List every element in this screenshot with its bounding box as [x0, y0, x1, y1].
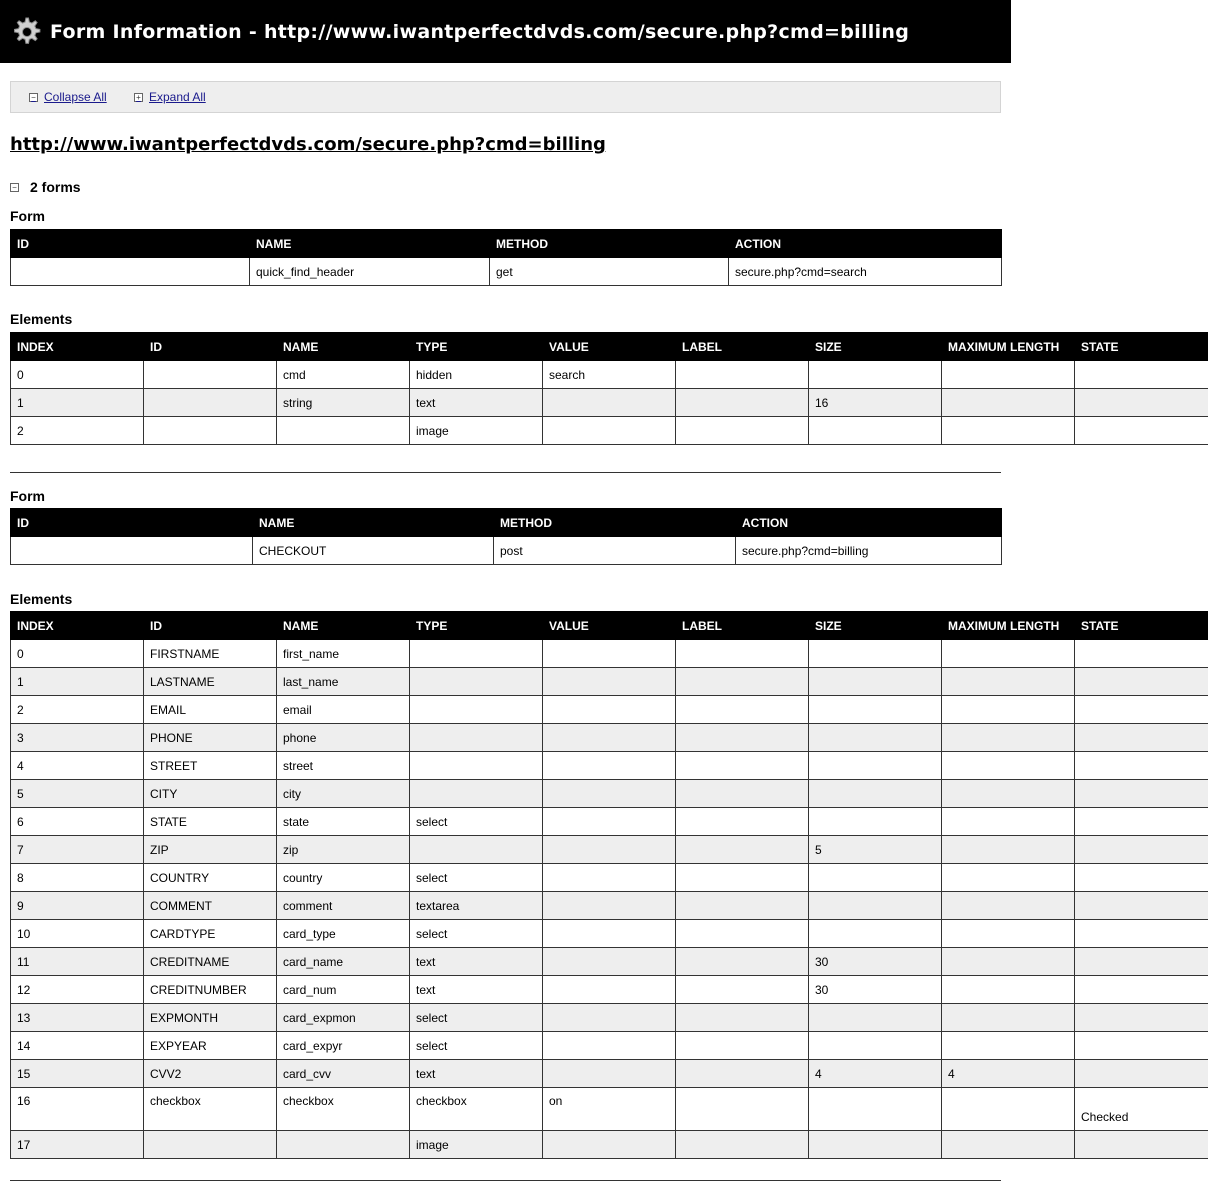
table-cell: post [494, 537, 736, 565]
table-cell [676, 1004, 809, 1032]
column-header: NAME [253, 509, 494, 537]
table-cell [1075, 696, 1208, 724]
table-row [11, 976, 1208, 1004]
toolbar [10, 81, 1001, 113]
table-cell [676, 864, 809, 892]
table-row [11, 892, 1208, 920]
table-cell [676, 808, 809, 836]
table-cell: checkbox [277, 1088, 410, 1131]
table-cell: 17 [11, 1131, 144, 1159]
table-cell: 16 [11, 1088, 144, 1131]
column-header: INDEX [11, 333, 144, 361]
table-cell [1075, 920, 1208, 948]
table-cell: EMAIL [144, 696, 277, 724]
table-row [11, 361, 1208, 389]
table-cell: last_name [277, 668, 410, 696]
column-header: METHOD [490, 230, 729, 258]
table-cell [144, 389, 277, 417]
table-cell [543, 948, 676, 976]
table-cell [543, 417, 676, 445]
table-cell [676, 1060, 809, 1088]
table-cell [1075, 808, 1208, 836]
table-cell [543, 724, 676, 752]
table-cell [543, 1131, 676, 1159]
table-cell: image [410, 1131, 543, 1159]
table-cell [1075, 668, 1208, 696]
table-cell [543, 892, 676, 920]
table-cell: image [410, 417, 543, 445]
table-cell [942, 808, 1075, 836]
table-cell [1075, 417, 1208, 445]
table-cell [144, 1131, 277, 1159]
table-cell: 10 [11, 920, 144, 948]
table-cell [543, 920, 676, 948]
table-cell [676, 1131, 809, 1159]
table-cell [942, 724, 1075, 752]
table-cell [942, 892, 1075, 920]
table-cell: text [410, 976, 543, 1004]
table-row [11, 808, 1208, 836]
column-header: VALUE [543, 333, 676, 361]
table-cell: 11 [11, 948, 144, 976]
table-cell: card_num [277, 976, 410, 1004]
table-cell [676, 920, 809, 948]
table-cell: 12 [11, 976, 144, 1004]
table-cell: on [543, 1088, 676, 1131]
table-cell: ZIP [144, 836, 277, 864]
table-cell [543, 1060, 676, 1088]
table-cell [1075, 892, 1208, 920]
table-cell: FIRSTNAME [144, 640, 277, 668]
forms-count-label: 2 forms [30, 179, 81, 195]
page-url-link[interactable]: http://www.iwantperfectdvds.com/secure.php?cmd=billing [10, 134, 606, 155]
table-row [11, 640, 1208, 668]
table-cell [676, 361, 809, 389]
table-cell [11, 537, 253, 565]
table-cell [543, 780, 676, 808]
table-cell [410, 752, 543, 780]
table-cell [676, 417, 809, 445]
table-row [11, 417, 1208, 445]
table-row [11, 836, 1208, 864]
table-row [11, 389, 1208, 417]
table-cell [942, 696, 1075, 724]
gear-icon [10, 16, 42, 48]
table-cell [942, 417, 1075, 445]
table-cell: get [490, 258, 729, 286]
table-cell: card_expmon [277, 1004, 410, 1032]
column-header: NAME [250, 230, 490, 258]
column-header: METHOD [494, 509, 736, 537]
table-cell: city [277, 780, 410, 808]
table-cell [809, 668, 942, 696]
table-cell [543, 864, 676, 892]
minus-box-icon: − [10, 183, 19, 192]
table-cell: CITY [144, 780, 277, 808]
table-cell: PHONE [144, 724, 277, 752]
table-cell: first_name [277, 640, 410, 668]
column-header: TYPE [410, 612, 543, 640]
table-cell [144, 361, 277, 389]
table-cell [942, 361, 1075, 389]
table-cell: card_name [277, 948, 410, 976]
table-cell [942, 1032, 1075, 1060]
table-cell: STREET [144, 752, 277, 780]
table-cell [809, 361, 942, 389]
table-cell: secure.php?cmd=billing [736, 537, 1002, 565]
table-cell [809, 864, 942, 892]
table-row [11, 1060, 1208, 1088]
table-cell [1075, 1004, 1208, 1032]
table-cell [942, 752, 1075, 780]
table-cell: checkbox [410, 1088, 543, 1131]
table-cell [543, 389, 676, 417]
table-cell [809, 696, 942, 724]
table-cell: 3 [11, 724, 144, 752]
table-cell [809, 417, 942, 445]
elements-heading: Elements [10, 591, 73, 607]
divider [10, 472, 1001, 473]
table-cell [410, 836, 543, 864]
table-cell: COUNTRY [144, 864, 277, 892]
table-cell [676, 836, 809, 864]
table-cell [676, 780, 809, 808]
column-header: VALUE [543, 612, 676, 640]
table-cell [809, 808, 942, 836]
table-cell: 1 [11, 668, 144, 696]
expand-all-link[interactable] [134, 90, 206, 104]
table-cell: CVV2 [144, 1060, 277, 1088]
table-cell: 30 [809, 948, 942, 976]
table-cell: 30 [809, 976, 942, 1004]
table-cell: search [543, 361, 676, 389]
column-header: ID [144, 612, 277, 640]
table-cell: street [277, 752, 410, 780]
table-row [11, 1131, 1208, 1159]
table-cell [676, 696, 809, 724]
table-row [11, 724, 1208, 752]
table-cell [676, 668, 809, 696]
table-cell [1075, 752, 1208, 780]
table-cell: 13 [11, 1004, 144, 1032]
column-header: ID [11, 230, 250, 258]
table-cell [942, 780, 1075, 808]
table-cell [942, 976, 1075, 1004]
table-cell: card_cvv [277, 1060, 410, 1088]
column-header: MAXIMUM LENGTH [942, 612, 1075, 640]
table-cell [277, 1131, 410, 1159]
table-cell: LASTNAME [144, 668, 277, 696]
table-row [11, 1032, 1208, 1060]
table-cell [1075, 864, 1208, 892]
table-cell [676, 724, 809, 752]
table-cell [410, 640, 543, 668]
table-cell [1075, 724, 1208, 752]
table-cell: string [277, 389, 410, 417]
column-header: INDEX [11, 612, 144, 640]
table-cell [809, 752, 942, 780]
table-cell [809, 1032, 942, 1060]
table-cell: CARDTYPE [144, 920, 277, 948]
table-cell [277, 417, 410, 445]
table-cell: CREDITNAME [144, 948, 277, 976]
table-cell: checkbox [144, 1088, 277, 1131]
elements-header [11, 612, 1208, 640]
table-cell [676, 389, 809, 417]
table-cell [809, 780, 942, 808]
table-cell: 6 [11, 808, 144, 836]
table-row [11, 948, 1208, 976]
table-cell: 5 [11, 780, 144, 808]
elements-header [11, 333, 1208, 361]
table-cell: 14 [11, 1032, 144, 1060]
table-cell [942, 640, 1075, 668]
table-cell: EXPMONTH [144, 1004, 277, 1032]
table-row [11, 752, 1208, 780]
table-cell: 2 [11, 417, 144, 445]
table-cell: EXPYEAR [144, 1032, 277, 1060]
table-cell [942, 836, 1075, 864]
table-cell [410, 724, 543, 752]
table-row [11, 920, 1208, 948]
column-header: STATE [1075, 333, 1208, 361]
table-cell [410, 696, 543, 724]
table-cell [1075, 976, 1208, 1004]
table-cell [1075, 1060, 1208, 1088]
form-info-row [11, 537, 1002, 565]
table-cell [676, 948, 809, 976]
table-row [11, 668, 1208, 696]
column-header: ACTION [736, 509, 1002, 537]
table-cell [410, 668, 543, 696]
expand-all-label: Expand All [149, 90, 206, 104]
table-cell: 16 [809, 389, 942, 417]
table-cell [676, 976, 809, 1004]
table-cell [144, 417, 277, 445]
table-cell: select [410, 864, 543, 892]
table-cell: email [277, 696, 410, 724]
table-cell: 1 [11, 389, 144, 417]
table-cell: 4 [11, 752, 144, 780]
column-header: TYPE [410, 333, 543, 361]
plus-box-icon: + [134, 93, 143, 102]
table-cell: select [410, 920, 543, 948]
table-row [11, 1004, 1208, 1032]
table-cell [1075, 389, 1208, 417]
table-cell [1075, 640, 1208, 668]
table-cell [543, 1032, 676, 1060]
table-cell [676, 640, 809, 668]
form-info-header [11, 230, 1002, 258]
table-cell [809, 640, 942, 668]
table-cell: 7 [11, 836, 144, 864]
elements-table [10, 332, 1208, 445]
table-cell: select [410, 808, 543, 836]
table-cell [1075, 1032, 1208, 1060]
table-cell: text [410, 1060, 543, 1088]
table-cell [809, 920, 942, 948]
table-cell [809, 1088, 942, 1131]
table-cell: CREDITNUMBER [144, 976, 277, 1004]
table-cell [543, 752, 676, 780]
table-cell [942, 948, 1075, 976]
table-cell [942, 389, 1075, 417]
column-header: SIZE [809, 612, 942, 640]
form-info-table [10, 229, 1002, 286]
table-cell [809, 724, 942, 752]
table-row [11, 864, 1208, 892]
table-cell [543, 668, 676, 696]
table-cell: card_expyr [277, 1032, 410, 1060]
table-cell [543, 976, 676, 1004]
column-header: NAME [277, 612, 410, 640]
table-cell [543, 808, 676, 836]
table-cell [942, 1088, 1075, 1131]
table-cell: cmd [277, 361, 410, 389]
divider [10, 1180, 1001, 1181]
window-title: Form Information - http://www.iwantperfectdvds.com/secure.php?cmd=billing [50, 20, 910, 43]
column-header: STATE [1075, 612, 1208, 640]
table-cell [942, 1131, 1075, 1159]
table-cell [942, 864, 1075, 892]
table-cell [809, 892, 942, 920]
table-cell: CHECKOUT [253, 537, 494, 565]
table-cell [543, 1004, 676, 1032]
table-cell: 5 [809, 836, 942, 864]
table-cell: zip [277, 836, 410, 864]
table-cell: 8 [11, 864, 144, 892]
table-cell [942, 920, 1075, 948]
table-cell: Checked [1075, 1088, 1208, 1131]
table-cell [809, 1004, 942, 1032]
collapse-all-label: Collapse All [44, 90, 107, 104]
table-cell: 2 [11, 696, 144, 724]
table-cell: 15 [11, 1060, 144, 1088]
table-cell: 0 [11, 640, 144, 668]
table-cell [942, 1004, 1075, 1032]
table-row [11, 1088, 1208, 1131]
table-cell [11, 258, 250, 286]
table-cell [1075, 361, 1208, 389]
table-cell: select [410, 1032, 543, 1060]
table-cell: state [277, 808, 410, 836]
table-cell: hidden [410, 361, 543, 389]
table-cell [676, 1032, 809, 1060]
table-cell [676, 1088, 809, 1131]
table-cell: country [277, 864, 410, 892]
table-cell [1075, 948, 1208, 976]
table-cell [676, 892, 809, 920]
column-header: MAXIMUM LENGTH [942, 333, 1075, 361]
collapse-all-link[interactable] [29, 90, 107, 104]
table-cell [543, 696, 676, 724]
table-cell [543, 640, 676, 668]
column-header: LABEL [676, 333, 809, 361]
table-cell [1075, 836, 1208, 864]
column-header: ID [11, 509, 253, 537]
table-cell: STATE [144, 808, 277, 836]
column-header: LABEL [676, 612, 809, 640]
minus-box-icon: − [29, 93, 38, 102]
form-info-header [11, 509, 1002, 537]
title-bar [0, 0, 1011, 63]
table-cell: card_type [277, 920, 410, 948]
table-cell [1075, 780, 1208, 808]
column-header: SIZE [809, 333, 942, 361]
table-cell [410, 780, 543, 808]
table-cell: 4 [942, 1060, 1075, 1088]
table-cell: 9 [11, 892, 144, 920]
elements-heading: Elements [10, 311, 73, 327]
table-cell: select [410, 1004, 543, 1032]
form-heading: Form [10, 208, 45, 224]
form-info-table [10, 508, 1002, 565]
column-header: NAME [277, 333, 410, 361]
table-cell: phone [277, 724, 410, 752]
forms-count-toggle[interactable] [10, 179, 81, 195]
table-cell: 0 [11, 361, 144, 389]
table-cell: textarea [410, 892, 543, 920]
form-info-row [11, 258, 1002, 286]
table-cell [1075, 1131, 1208, 1159]
table-cell: COMMENT [144, 892, 277, 920]
table-cell: 4 [809, 1060, 942, 1088]
table-row [11, 780, 1208, 808]
table-cell: comment [277, 892, 410, 920]
column-header: ID [144, 333, 277, 361]
elements-table [10, 611, 1208, 1159]
table-cell: text [410, 389, 543, 417]
table-row [11, 696, 1208, 724]
column-header: ACTION [729, 230, 1002, 258]
table-cell: quick_find_header [250, 258, 490, 286]
table-cell: text [410, 948, 543, 976]
table-cell [809, 1131, 942, 1159]
form-heading: Form [10, 488, 45, 504]
table-cell [676, 752, 809, 780]
table-cell: secure.php?cmd=search [729, 258, 1002, 286]
table-cell [942, 668, 1075, 696]
table-cell [543, 836, 676, 864]
